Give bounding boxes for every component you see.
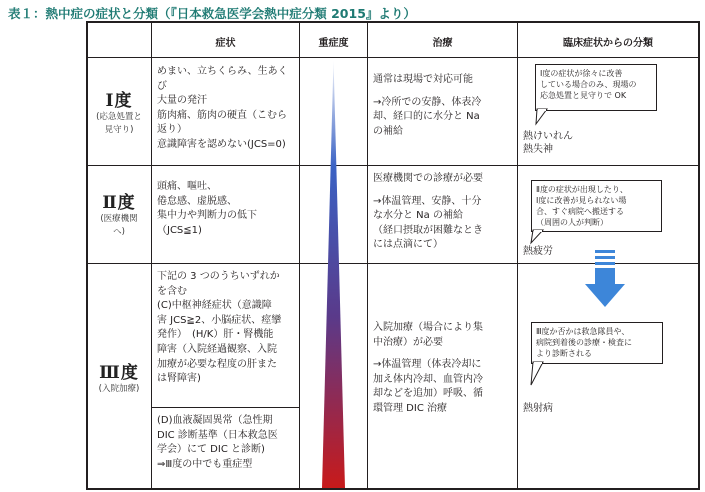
header-divider — [86, 57, 700, 58]
grade-2-treatment — [373, 172, 515, 253]
clinical-term: 熱疲労 — [523, 246, 553, 257]
col-divider-1 — [151, 21, 152, 490]
treatment-line: →冷所での安静、体表冷 — [373, 96, 482, 108]
treatment-line: →体温管理、安静、十分 — [373, 195, 482, 207]
severity-gradient-wedge — [300, 58, 367, 488]
col-divider-3 — [367, 21, 368, 490]
header-classification: 臨床症状からの分類 — [563, 38, 653, 49]
treatment-line: 入院加療（場合により集 — [373, 322, 483, 333]
grade-3-sub-1: (入院加療) — [98, 384, 140, 394]
down-arrow-icon — [585, 250, 625, 308]
symptom-line: 集中力や判断力の低下 — [157, 210, 257, 222]
symptom-line: 返り） — [157, 124, 187, 136]
treatment-line: 医療機関での診療が必要 — [373, 173, 483, 184]
symptom-line: 意識障害を認めない(JCS=0) — [157, 138, 286, 150]
grade-2-label — [87, 188, 151, 239]
grade-3-clinical — [523, 402, 553, 415]
treatment-line: 加え体内冷却、血管内冷 — [373, 373, 483, 385]
symptom-line: 害 JCS≧2、小脳症状、痙攣 — [157, 314, 282, 326]
grade-1-callout — [535, 64, 657, 111]
grade-3-symptoms — [157, 270, 299, 387]
symptom-line: (D)血液凝固異常（急性期 — [157, 415, 273, 426]
grade-1-sub-2: 見守り) — [104, 125, 134, 135]
treatment-line: 環管理 DIC 治療 — [373, 402, 447, 414]
callout-line: Ⅱ度の症状が出現したり、 — [536, 185, 628, 194]
symptom-line: 大量の発汗 — [157, 95, 207, 107]
treatment-line: （経口摂取が困難なとき — [373, 224, 483, 236]
row1-divider — [86, 165, 700, 166]
symptom-line: 頭痛、嘔吐、 — [157, 181, 217, 192]
callout-line: Ⅲ度か否かは救急隊員や、 — [536, 327, 630, 336]
header-treatment: 治療 — [432, 38, 453, 49]
callout-line: （周囲の人が判断） — [536, 218, 608, 227]
symptom-line: 加療が必要な程度の肝また — [157, 358, 277, 370]
symptom-line: 倦怠感、虚脱感、 — [157, 195, 237, 207]
grade-3-label — [87, 358, 151, 396]
grade-1-sub-1: (応急処置と — [96, 112, 142, 122]
callout-pointer — [528, 229, 548, 245]
table-border-top — [86, 21, 700, 23]
grade-1-symptoms — [157, 65, 297, 153]
grade-1-clinical — [523, 130, 573, 156]
treatment-line: 通常は現場で対応可能 — [373, 74, 473, 85]
treatment-line: 却などを追加）呼吸、循 — [373, 388, 483, 400]
symptom-line: 学会）にて DIC と診断) — [157, 444, 265, 456]
callout-line: している場合のみ、現場の — [540, 80, 637, 89]
clinical-term: 熱射病 — [523, 403, 553, 414]
symptom-line: DIC 診断基準（日本救急医 — [157, 429, 278, 441]
symptom-line: は腎障害) — [157, 373, 201, 385]
symptom-line: 筋肉痛、筋肉の硬直（こむら — [157, 109, 287, 121]
symptom-line: を含む — [157, 285, 187, 297]
callout-pointer — [533, 108, 553, 126]
treatment-line: な水分と Na の補給 — [373, 210, 463, 222]
grade-1-treatment — [373, 73, 515, 139]
grade-2-callout — [531, 180, 662, 232]
treatment-line: 中治療）が必要 — [373, 336, 443, 348]
table-border-right — [698, 21, 700, 490]
symptom-line: ⇒Ⅲ度の中でも重症型 — [157, 458, 253, 470]
grade-1-label — [87, 86, 151, 137]
treatment-line: 却、経口的に水分と Na — [373, 111, 480, 123]
treatment-line: には点滴にて） — [373, 239, 443, 251]
grade-2-title: Ⅱ度 — [102, 193, 136, 213]
grade-3-treatment — [373, 321, 515, 417]
callout-pointer — [528, 361, 548, 387]
clinical-term: 熱失神 — [523, 144, 553, 155]
symptom-line: 発作） (H/K）肝・腎機能 — [157, 329, 274, 341]
page-title: 表１：熱中症の症状と分類（『日本救急医学会熱中症分類 2015』より） — [8, 6, 416, 21]
grade-2-sub-2: へ) — [113, 227, 125, 237]
callout-line: 合、すぐ病院へ搬送する — [536, 207, 624, 216]
grade-3-symptoms-d — [157, 414, 299, 472]
symptom-line: (C)中枢神経症状（意識障 — [157, 300, 272, 312]
grade-1-title: Ⅰ度 — [105, 91, 133, 111]
grade-3-callout — [531, 322, 663, 364]
header-symptoms: 症状 — [215, 38, 236, 49]
header-severity: 重症度 — [318, 38, 349, 49]
callout-line: 病院到着後の診療・検査に — [536, 338, 632, 347]
symptom-line: 障害（入院経過観察、入院 — [157, 343, 277, 355]
callout-line: Ⅰ度に改善が見られない場 — [536, 196, 627, 205]
clinical-term: 熱けいれん — [523, 131, 573, 142]
symptom-line: 下記の 3 つのうちいずれか — [157, 271, 280, 282]
callout-line: Ⅰ度の症状が徐々に改善 — [540, 69, 623, 78]
callout-line: 応急処置と見守りで OK — [540, 91, 627, 100]
row3-sub-divider — [151, 407, 299, 408]
grade-2-symptoms — [157, 180, 297, 238]
grade-3-title: Ⅲ度 — [99, 363, 139, 383]
symptom-line: び — [157, 80, 167, 92]
table-border-bottom — [86, 488, 700, 490]
treatment-line: の補給 — [373, 125, 403, 137]
callout-line: より診断される — [536, 349, 592, 358]
symptom-line: （JCS≦1) — [157, 224, 202, 236]
treatment-line: →体温管理（体表冷却に — [373, 359, 482, 371]
grade-2-clinical — [523, 245, 553, 258]
grade-2-sub-1: (医療機関 — [100, 214, 138, 224]
symptom-line: めまい、立ちくらみ、生あく — [157, 66, 288, 77]
col-divider-4 — [517, 21, 518, 490]
